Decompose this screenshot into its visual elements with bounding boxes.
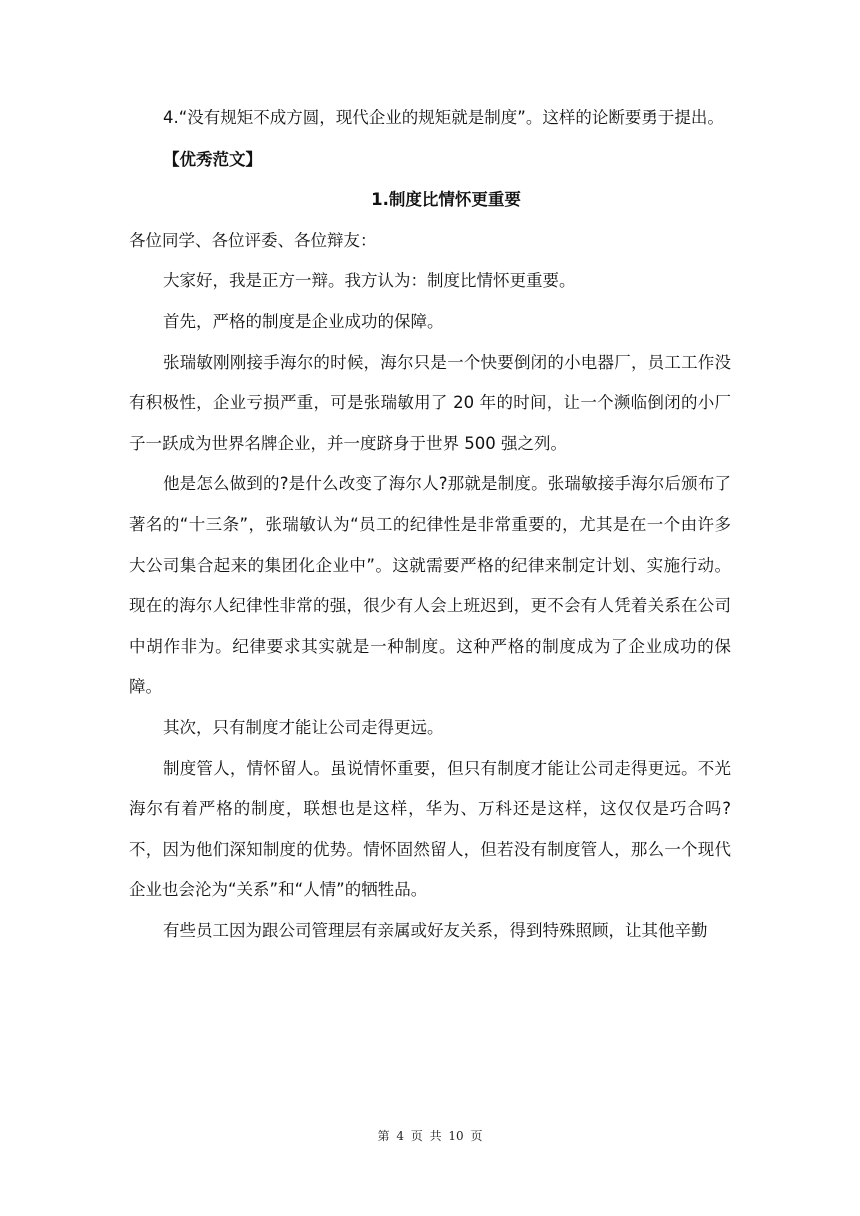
page-footer: 第 4 页 共 10 页	[377, 1129, 483, 1143]
paragraph-first-point: 首先，严格的制度是企业成功的保障。	[163, 311, 444, 331]
paragraph-haier-rules: 他是怎么做到的?是什么改变了海尔人?那就是制度。张瑞敏接手海尔后颁布了著名的“十三条”，张瑞敏认为“员工的纪律性是非常重要的，尤其是在一个由许多大公司集合起来的集团化企业中”。这就需要严格的纪律来制定计划、实施行动。现在的海尔人纪律性非常的强，很少有人会上班迟到，更不会有人凭着关系在公司中胡作非为。纪律要求其实就是一种制度。这种严格的制度成为了企业成功的保障。	[129, 474, 731, 697]
paragraph-opening: 大家好，我是正方一辩。我方认为：制度比情怀更重要。	[163, 271, 576, 291]
paragraph-system-vs-sentiment: 制度管人，情怀留人。虽说情怀重要，但只有制度才能让公司走得更远。不光海尔有着严格的制度，联想也是这样，华为、万科还是这样，这仅仅是巧合吗?不，因为他们深知制度的优势。情怀固然留人，但若没有制度管人，那么一个现代企业也会沦为“关系”和“人情”的牺牲品。	[129, 758, 731, 900]
paragraph-point-4: 4.“没有规矩不成方圆，现代企业的规矩就是制度”。这样的论断要勇于提出。	[163, 108, 724, 127]
section-heading: 【优秀范文】	[163, 149, 262, 169]
paragraph-employees: 有些员工因为跟公司管理层有亲属或好友关系，得到特殊照顾，让其他辛勤	[163, 920, 708, 940]
document-body	[129, 98, 731, 951]
paragraph-haier-story: 张瑞敏刚刚接手海尔的时候，海尔只是一个快要倒闭的小电器厂，员工工作没有积极性，企业亏损严重，可是张瑞敏用了 20 年的时间，让一个濒临倒闭的小厂子一跃成为世界名牌企业，并一度跻身于世界 500 强之列。	[129, 352, 731, 453]
greeting: 各位同学、各位评委、各位辩友：	[129, 230, 377, 250]
essay-title: 1.制度比情怀更重要	[371, 190, 521, 210]
paragraph-second-point: 其次，只有制度才能让公司走得更远。	[163, 717, 444, 737]
